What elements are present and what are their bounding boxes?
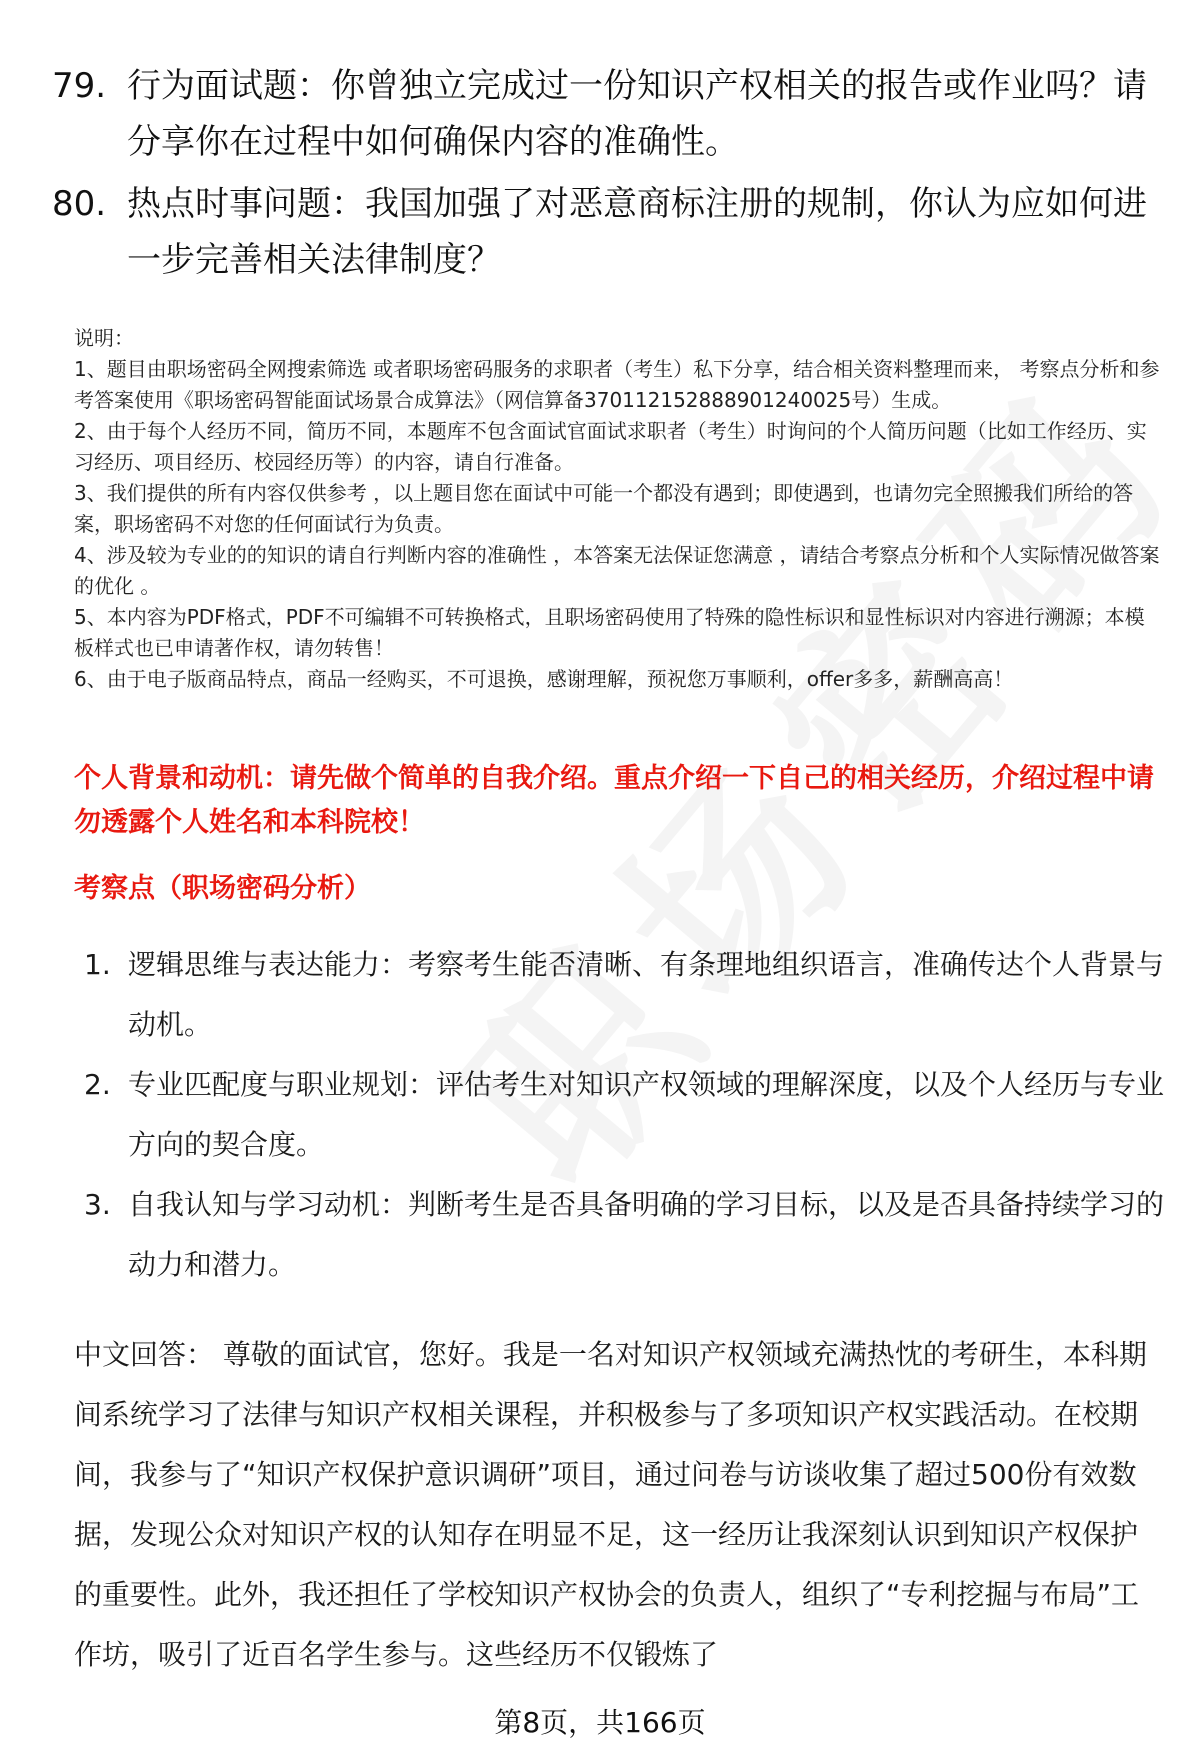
point-number: 2.	[84, 1068, 111, 1101]
note-item: 6、由于电子版商品特点，商品一经购买，不可退换，感谢理解，预祝您万事顺利，offer多多，薪酬高高！	[74, 667, 1014, 691]
point-number: 3.	[84, 1188, 111, 1221]
question-text: 行为面试题：你曾独立完成过一份知识产权相关的报告或作业吗？请分享你在过程中如何确保内容的准确性。	[127, 66, 1147, 162]
point-text: 自我认知与学习动机：判断考生是否具备明确的学习目标，以及是否具备持续学习的动力和潜力。	[128, 1188, 1165, 1281]
featured-question: 个人背景和动机：请先做个简单的自我介绍。重点介绍一下自己的相关经历，介绍过程中请勿透露个人姓名和本科院校！	[74, 763, 1154, 838]
analysis-point	[84, 935, 1164, 1055]
analysis-heading: 考察点（职场密码分析）	[74, 873, 371, 904]
question-number: 79.	[52, 66, 107, 106]
note-item: 3、我们提供的所有内容仅供参考 ，以上题目您在面试中可能一个都没有遇到；即使遇到，也请勿完全照搬我们所给的答案，职场密码不对您的任何面试行为负责。	[74, 481, 1134, 536]
note-item: 5、本内容为PDF格式，PDF不可编辑不可转换格式，且职场密码使用了特殊的隐性标识和显性标识对内容进行溯源；本模板样式也已申请著作权，请勿转售！	[74, 605, 1145, 660]
analysis-point	[84, 1175, 1164, 1295]
page-footer: 第8页，共166页	[494, 1706, 706, 1739]
notes-section	[74, 323, 1164, 695]
question-80	[52, 176, 1152, 288]
question-number: 80.	[52, 184, 107, 224]
analysis-points	[84, 935, 1164, 1295]
note-item: 2、由于每个人经历不同，简历不同，本题库不包含面试官面试求职者（考生）时询问的个人简历问题（比如工作经历、实习经历、项目经历、校园经历等）的内容，请自行准备。	[74, 419, 1147, 474]
analysis-point	[84, 1055, 1164, 1175]
notes-heading: 说明：	[74, 326, 134, 350]
question-79	[52, 58, 1152, 170]
point-text: 专业匹配度与职业规划：评估考生对知识产权领域的理解深度，以及个人经历与专业方向的契合度。	[128, 1068, 1165, 1161]
answer-text: 中文回答： 尊敬的面试官，您好。我是一名对知识产权领域充满热忱的考研生，本科期间系统学习了法律与知识产权相关课程，并积极参与了多项知识产权实践活动。在校期间，我参与了“知识产权保护意识调研”项目，通过问卷与访谈收集了超过500份有效数据，发现公众对知识产权的认知存在明显不足，这一经历让我深刻认识到知识产权保护的重要性。此外，我还担任了学校知识产权协会的负责人，组织了“专利挖掘与布局”工作坊，吸引了近百名学生参与。这些经历不仅锻炼了	[74, 1338, 1147, 1671]
note-item: 1、题目由职场密码全网搜索筛选 或者职场密码服务的求职者（考生）私下分享，结合相关资料整理而来， 考察点分析和参考答案使用《职场密码智能面试场景合成算法》（网信算备370112152888901240025号）生成。	[74, 357, 1160, 412]
point-text: 逻辑思维与表达能力：考察考生能否清晰、有条理地组织语言，准确传达个人背景与动机。	[128, 948, 1165, 1041]
point-number: 1.	[84, 948, 111, 981]
question-text: 热点时事问题：我国加强了对恶意商标注册的规制，你认为应如何进一步完善相关法律制度？	[127, 184, 1147, 280]
note-item: 4、涉及较为专业的的知识的请自行判断内容的准确性 ，本答案无法保证您满意 ，请结合考察点分析和个人实际情况做答案的优化 。	[74, 543, 1160, 598]
